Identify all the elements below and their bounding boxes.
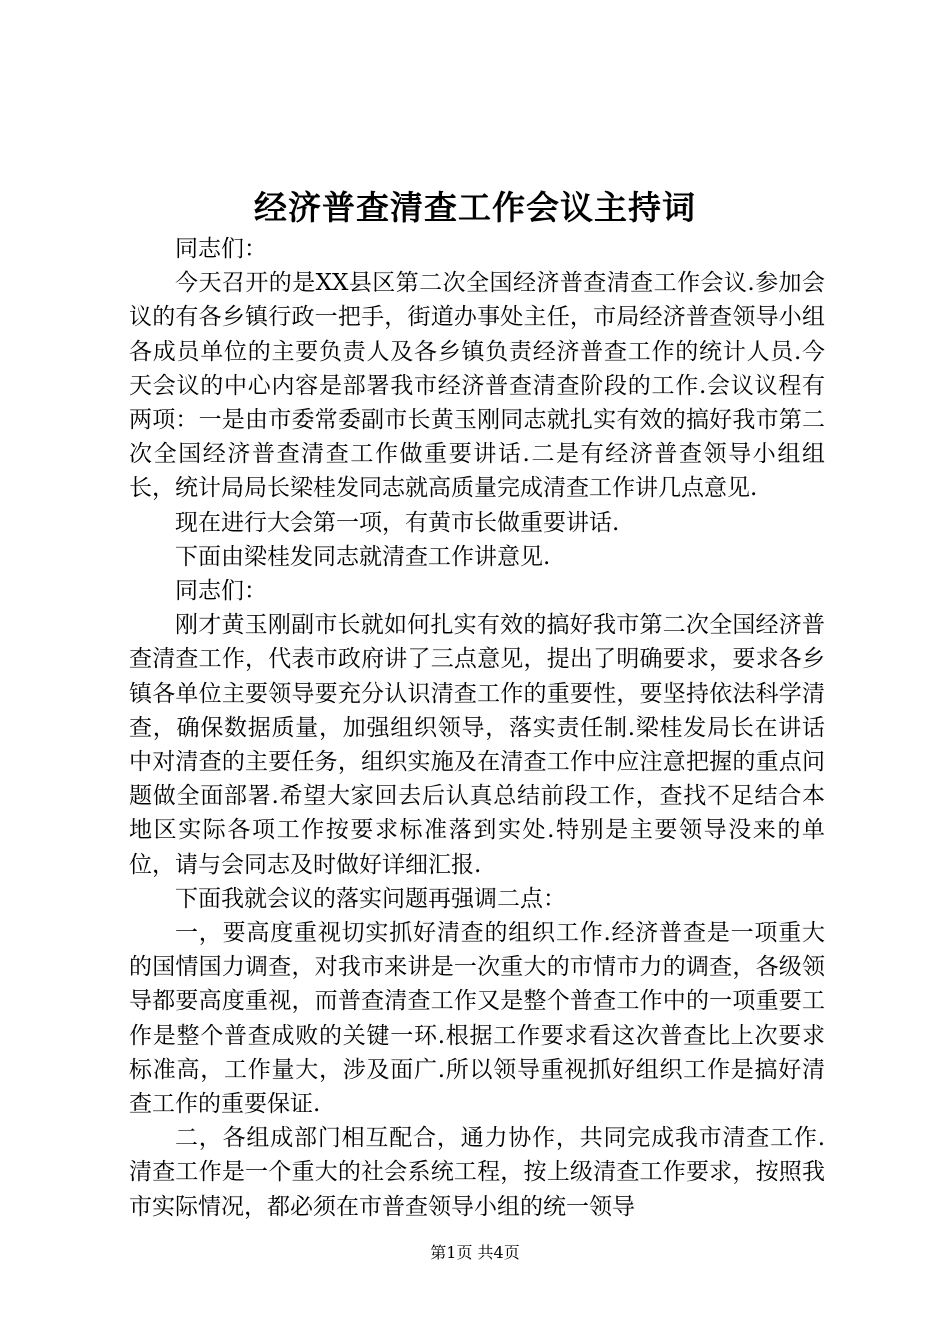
- point-two-paragraph: 二，各组成部门相互配合，通力协作，共同完成我市清查工作.清查工作是一个重大的社会系统工程，按上级清查工作要求，按照我市实际情况，都必须在市普查领导小组的统一领导: [129, 1125, 825, 1220]
- first-agenda-paragraph: 现在进行大会第一项，有黄市长做重要讲话.: [175, 509, 620, 536]
- second-agenda-paragraph: 下面由梁桂发同志就清查工作讲意见.: [175, 543, 551, 570]
- emphasis-intro-paragraph: 下面我就会议的落实问题再强调二点：: [175, 885, 566, 912]
- summary-paragraph: 刚才黄玉刚副市长就如何扎实有效的搞好我市第二次全国经济普查清查工作，代表市政府讲了三点意见，提出了明确要求，要求各乡镇各单位主要领导要充分认识清查工作的重要性，要坚持依法科学清查，确保数据质量，加强组织领导，落实责任制.梁桂发局长在讲话中对清查的主要任务，组织实施及在清查工作中应注意把握的重点问题做全面部署.希望大家回去后认真总结前段工作，查找不足结合本地区实际各项工作按要求标准落到实处.特别是主要领导没来的单位，请与会同志及时做好详细汇报.: [129, 612, 825, 878]
- page-number-footer: 第1页 共4页: [430, 1243, 520, 1262]
- salutation-paragraph: 同志们：: [175, 236, 267, 262]
- document-title: 经济普查清查工作会议主持词: [254, 188, 696, 227]
- document-body: [129, 232, 825, 1224]
- meeting-intro-paragraph: 今天召开的是XX县区第二次全国经济普查清查工作会议.参加会议的有各乡镇行政一把手，街道办事处主任，市局经济普查领导小组各成员单位的主要负责人及各乡镇负责经济普查工作的统计人员.今天会议的中心内容是部署我市经济普查清查阶段的工作.会议议程有两项：一是由市委常委副市长黄玉刚同志就扎实有效的搞好我市第二次全国经济普查清查工作做重要讲话.二是有经济普查领导小组组长，统计局局长梁桂发同志就高质量完成清查工作讲几点意见.: [129, 270, 825, 502]
- salutation-paragraph-2: 同志们：: [175, 578, 267, 605]
- point-one-paragraph: 一，要高度重视切实抓好清查的组织工作.经济普查是一项重大的国情国力调查，对我市来讲是一次重大的市情市力的调查，各级领导都要高度重视，而普查清查工作又是整个普查工作中的一项重要工作是整个普查成败的关键一环.根据工作要求看这次普查比上次要求标准高，工作量大，涉及面广.所以领导重视抓好组织工作是搞好清查工作的重要保证.: [129, 920, 825, 1118]
